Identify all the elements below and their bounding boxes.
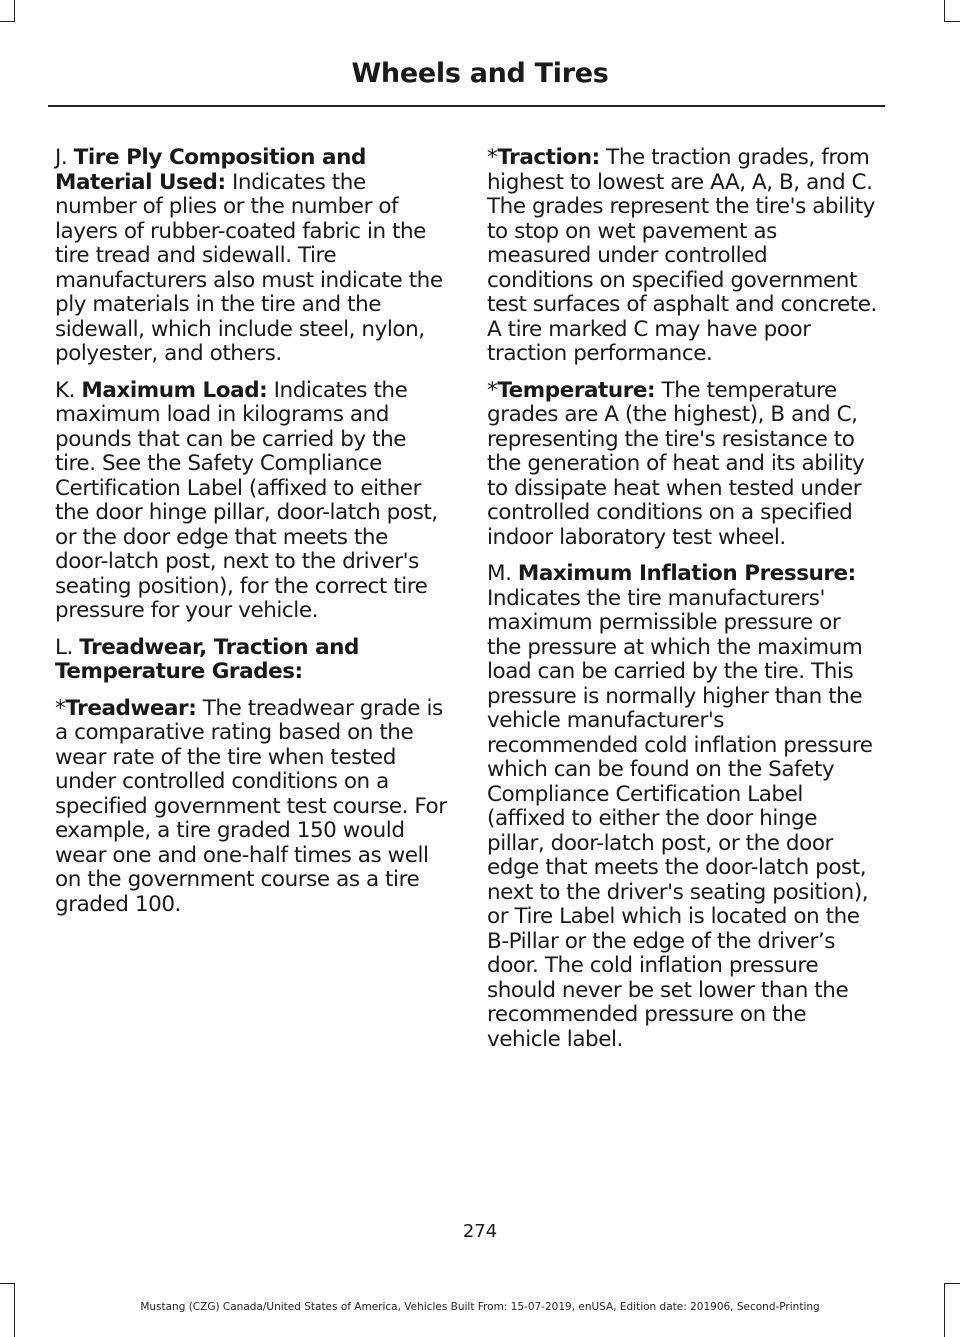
paragraph-temperature: *Temperature: The temperature grades are A (the highest), B and C, representing the tire's resistance to the generation of heat and its ability to dissipate heat when tested under controlled conditions on a specified indoor laboratory test wheel.	[487, 377, 865, 550]
paragraph-maximum-load: K. Maximum Load: Indicates the maximum load in kilograms and pounds that can be carried by the tire. See the Safety Compliance Certification Label (affixed to either the door hinge pillar, door-latch post, or the door edge that meets the door-latch post, next to the driver's seating position), for the correct tire pressure for your vehicle.	[55, 377, 438, 623]
crop-mark	[944, 0, 945, 22]
footer-text: Mustang (CZG) Canada/United States of America, Vehicles Built From: 15-07-2019, enUSA, Edition date: 201906, Second-Printing	[140, 1301, 820, 1313]
crop-mark	[945, 1283, 960, 1284]
term: Treadwear, Traction and Temperature Grades:	[55, 634, 359, 684]
term: Tire Ply Composition and Material Used:	[55, 145, 366, 195]
page-number: 274	[462, 1221, 498, 1242]
paragraph-tire-ply: J. Tire Ply Composition and Material Used: Indicates the number of plies or the number of layers of rubber-coated fabric in the tire tread and sidewall. Tire manufacturers also must indicate the ply materials in the tire and the sidewall, which include steel, nylon, polyester, and others.	[55, 145, 443, 366]
page-title: Wheels and Tires	[351, 58, 609, 89]
crop-mark	[945, 21, 960, 22]
paragraph-traction: *Traction: The traction grades, from highest to lowest are AA, A, B, and C. The grades represent the tire's ability to stop on wet pavement as measured under controlled conditions on specified government test surfaces of asphalt and concrete. A tire marked C may have poor traction performance.	[487, 145, 877, 366]
term: Temperature:	[497, 377, 656, 403]
right-column	[487, 146, 879, 1064]
crop-mark	[14, 0, 15, 22]
left-column	[55, 146, 447, 929]
header-divider	[48, 105, 885, 107]
term: Maximum Inflation Pressure:	[517, 561, 856, 586]
paragraph-grades-heading: L. Treadwear, Traction and Temperature Grades:	[55, 634, 359, 684]
paragraph-max-inflation: M. Maximum Inflation Pressure: Indicates the tire manufacturers' maximum permissible pressure or the pressure at which the maximum load can be carried by the tire. This pressure is normally higher than the vehicle manufacturer's recommended cold inflation pressure which can be found on the Safety Compliance Certification Label (affixed to either the door hinge pillar, door-latch post, or the door edge that meets the door-latch post, next to the driver's seating position), or Tire Label which is located on the B-Pillar or the edge of the driver’s door. The cold inflation pressure should never be set lower than the recommended pressure on the vehicle label.	[487, 561, 873, 1052]
term: Traction:	[497, 145, 600, 170]
term: Maximum Load:	[81, 377, 268, 403]
paragraph-treadwear: *Treadwear: The treadwear grade is a comparative rating based on the wear rate of the tire when tested under controlled conditions on a specified government test course. For example, a tire graded 150 would wear one and one-half times as well on the government course as a tire graded 100.	[55, 695, 447, 917]
crop-mark	[0, 21, 15, 22]
crop-mark	[0, 1283, 15, 1284]
term: Treadwear:	[65, 695, 197, 721]
